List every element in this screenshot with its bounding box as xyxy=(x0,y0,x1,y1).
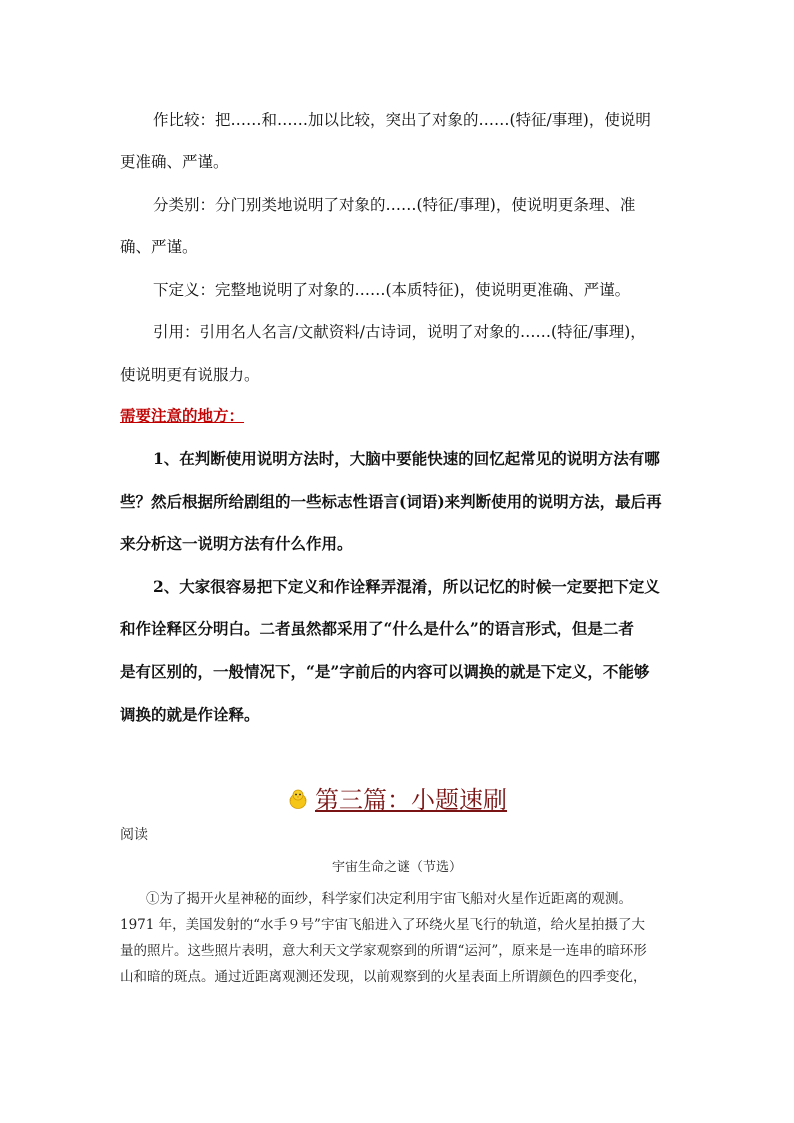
note-point-1-line-3: 来分析这一说明方法有什么作用。 xyxy=(120,534,353,553)
note-point-2-line-2: 和作诠释区分明白。二者虽然都采用了“什么是什么”的语言形式，但是二者 xyxy=(120,619,634,638)
comparison-method-line-cont: 更准确、严谨。 xyxy=(120,153,229,171)
article-title: 宇宙生命之谜（节选） xyxy=(331,860,462,875)
section-heading xyxy=(0,780,794,815)
comparison-method-line: 作比较：把……和……加以比较，突出了对象的……(特征/事理)，使说明 xyxy=(153,111,651,129)
chick-icon xyxy=(287,788,309,810)
definition-method-line: 下定义：完整地说明了对象的……(本质特征)，使说明更准确、严谨。 xyxy=(153,281,631,299)
reading-label: 阅读 xyxy=(120,827,148,843)
section-title: 第三篇：小题速刷 xyxy=(315,786,507,814)
article-line: 山和暗的斑点。通过近距离观测还发现，以前观察到的火星表面上所谓颜色的四季变化， xyxy=(120,969,647,985)
note-point-1-line-2: 些？然后根据所给剧组的一些标志性语言(词语)来判断使用的说明方法，最后再 xyxy=(120,492,662,511)
classification-method-line-cont: 确、严谨。 xyxy=(120,238,198,256)
quotation-method-line-cont: 使说明更有说服力。 xyxy=(120,366,260,384)
note-point-2-line-4: 调换的就是作诠释。 xyxy=(120,705,260,724)
note-point-2-line-3: 是有区别的，一般情况下，“是”字前后的内容可以调换的就是下定义，不能够 xyxy=(120,662,650,681)
article-line: 量的照片。这些照片表明，意大利天文学家观察到的所谓“运河”，原来是一连串的暗环形 xyxy=(120,943,647,959)
article-line: 1971 年，美国发射的“水手９号”宇宙飞船进入了环绕火星飞行的轨道，给火星拍摄了大 xyxy=(120,917,645,933)
note-point-2-line-1: 2、大家很容易把下定义和作诠释弄混淆，所以记忆的时候一定要把下定义 xyxy=(153,577,660,596)
note-point-1-line-1: 1、在判断使用说明方法时，大脑中要能快速的回忆起常见的说明方法有哪 xyxy=(153,449,660,468)
classification-method-line: 分类别：分门别类地说明了对象的……(特征/事理)，使说明更条理、准 xyxy=(153,196,636,214)
quotation-method-line: 引用：引用名人名言/文献资料/古诗词，说明了对象的……(特征/事理)， xyxy=(153,323,646,341)
notes-heading: 需要注意的地方： xyxy=(120,406,245,425)
article-line: ①为了揭开火星神秘的面纱，科学家们决定利用宇宙飞船对火星作近距离的观测。 xyxy=(146,891,632,907)
